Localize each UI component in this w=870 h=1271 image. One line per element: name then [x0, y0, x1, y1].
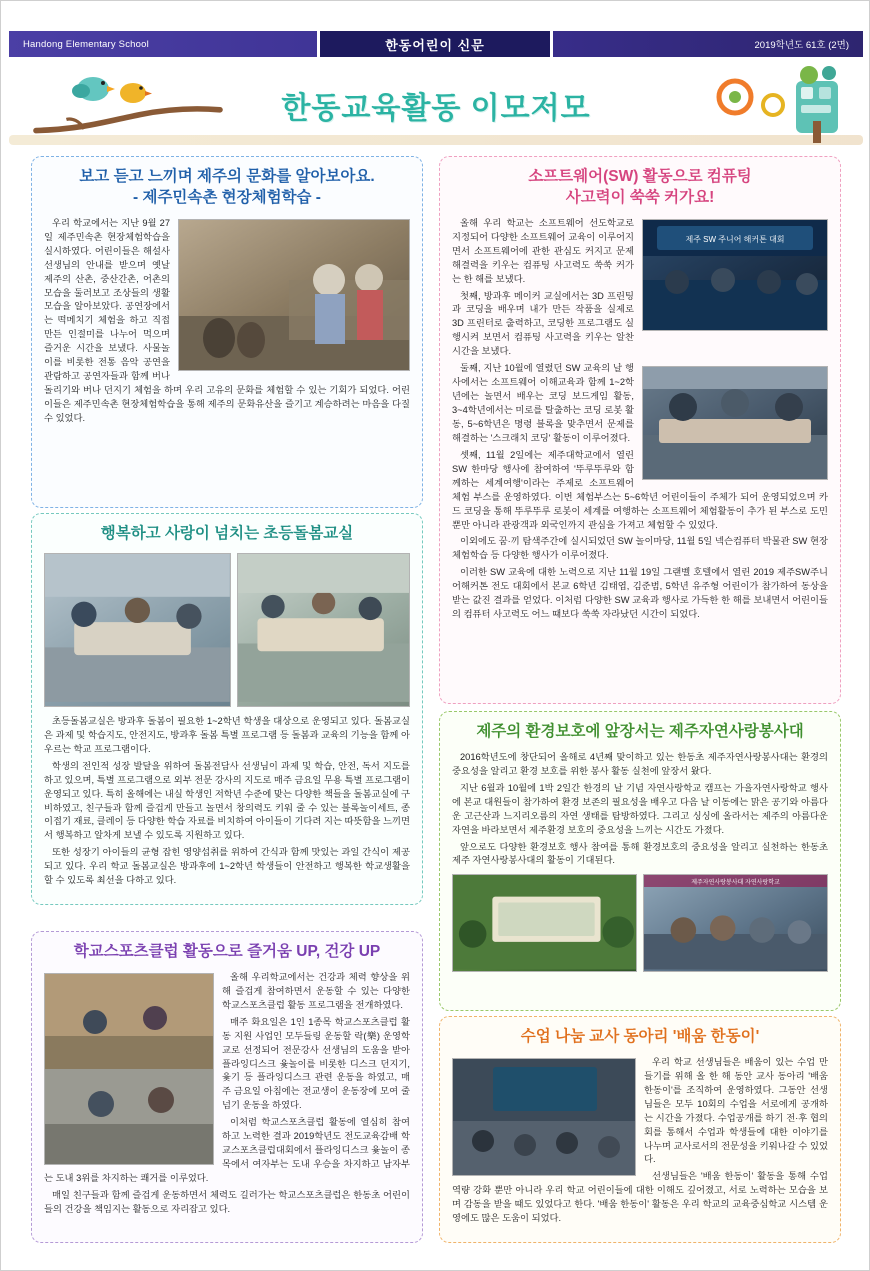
article-body [44, 715, 410, 888]
tree-decoration [701, 61, 851, 147]
paragraph: 이처럼 학교스포츠클럽 활동에 열심히 참여하고 노력한 결과 2019학년도 전도교육감배 학교스포츠클럽대회에서 플라잉디스크 윷놀이 종목에서 여자부는 도내 우승을 차지하고 남자부는 도내 3위를 차지하는 쾌거를 이루었다. [44, 1117, 410, 1184]
paragraph: 셋째, 11월 2일에는 제주대학교에서 열린 SW 한마당 행사에 참여하여 '뚜루뚜루와 함께하는 세계여행'이라는 주제로 소프트웨어 체험 부스를 운영하였다. 이번 체험부스는 5~6학년 어린이들이 주체가 되어 운영되었으며 카드 코딩을 통해 뚜루뚜루 로봇이 세계를 여행하는 소프트웨어 체험활동이 추가 된 부스로 도민뿐만 아니라 관광객과 외국인까지 관심을 가져고 체험할 수 있었다. [452, 449, 828, 530]
issue-label: 2019학년도 61호 (2면) [754, 40, 849, 51]
paragraph: 매일 친구들과 함께 즐겁게 운동하면서 체력도 길러가는 학교스포츠클럽은 한동초 어린이들의 건강을 책임지는 활동으로 자리잡고 있다. [44, 1189, 410, 1214]
article-photo [452, 874, 637, 972]
svg-text:제주 SW 주니어 해커톤 대회: 제주 SW 주니어 해커톤 대회 [685, 234, 785, 244]
article-photo [44, 973, 214, 1165]
school-name: Handong Elementary School [23, 38, 149, 50]
article-photo-2 [643, 874, 828, 972]
paragraph: 이러한 SW 교육에 대한 노력으로 지난 11월 19일 그랜벨 호텔에서 열린 2019 제주SW주니어해커톤 전도 대회에서 본교 6학년 김태엽, 김준범, 5학년 유주형 어린이가 참가하여 동상을 받는 값진 결과를 얻었다. 이처럼 다양한 SW 교육과 행사로 가득한 한 해를 보내면서 어린이들의 컴퓨터 사고력도 어느 때보다 쑥쑥 자라났던 시간이 되었다. [452, 567, 828, 620]
paragraph: 2016학년도에 창단되어 올해로 4년째 맞이하고 있는 한동초 제주자연사랑봉사대는 환경의 중요성을 알리고 환경 보호를 위한 봉사 활동 실천에 앞장서 왔다. [452, 751, 828, 776]
photo-content [643, 220, 827, 330]
article-title-line1: 소프트웨어(SW) 활동으로 컴퓨팅 [528, 168, 752, 185]
paragraph: 첫째, 방과후 메이커 교실에서는 3D 프린팅과 코딩을 배우며 내가 만든 작품을 실제로 3D 프린터로 출력하고, 코딩한 프로그램도 실행시켜 보면서 컴퓨팅 사고력을 키우는 알찬 시간을 보냈다. [452, 290, 634, 357]
article-title: 학교스포츠클럽 활동으로 즐거움 UP, 건강 UP [73, 943, 381, 960]
article-title [44, 167, 410, 209]
article-photo [452, 1058, 636, 1176]
article-jeju-folk [31, 156, 423, 508]
masthead-title: 한동어린이 신문 [385, 37, 485, 53]
photo-content [453, 1059, 635, 1175]
photo-content [179, 220, 409, 370]
article-photo-2 [642, 366, 828, 480]
photo-content [643, 367, 827, 479]
paragraph: 또한 성장기 아이들의 균형 잡힌 영양섭취를 위하여 간식과 함께 맛있는 과일 간식이 제공되고 있다. 우리 학교 돌봄교실은 방과후에 1~2학년 학생들이 안전하고 행복한 학교생활을 할 수 있도록 최선을 다하고 있다. [44, 847, 410, 886]
article-teacher-club [439, 1016, 841, 1243]
photo-content [45, 554, 230, 702]
page-title: 한동교육활동 이모저모 [281, 92, 591, 125]
paragraph: 학생의 전인적 성장 발달을 위하여 돌봄전담사 선생님이 과제 및 학습, 안전, 독서 지도를 하고 있으며, 특별 프로그램으로 외부 전문 강사의 지도로 매주 금요일 무용 특별 프로그램이 운영되고 있다. 특히 올해에는 내실 학생인 저학년 수준에 맞는 다양한 책들을 돌봄교실에 구비하였고, 친구들과 함께 즐겁게 만들고 놀면서 창의력도 키워 줄 수 있는 블록놀이세트, 종이접기 재료, 클레이 등 다양한 학습 자료를 비치하여 아이들이 기다려 지는 따뜻함을 느끼면서 행복하고 알차게 보낼 수 있도록 지원하고 있다. [44, 760, 410, 841]
article-nature-volunteer [439, 711, 841, 1011]
photo-banner: 제주자연사랑봉사대 자연사랑학교 [644, 875, 827, 887]
birds-icon [71, 67, 191, 113]
article-photo-2 [237, 553, 410, 707]
masthead [317, 31, 553, 57]
article-title: 제주의 환경보호에 앞장서는 제주자연사랑봉사대 [476, 723, 804, 740]
article-photo [178, 219, 410, 371]
paragraph: 둘째, 지난 10월에 열렸던 SW 교육의 날 행사에서는 소프트웨어 이해교육과 함께 1~2학년에는 놀면서 배우는 코딩 보드게임 활동, 3~4학년에서는 미로를 탈출하는 코딩 로봇 활동, 5~6학년은 명령 블록을 맞추면서 문제를 해결하는 '스크래치 코딩' 활동이 이루어졌다. [452, 363, 634, 443]
paragraph: 올해 우리 학교는 소프트웨어 선도학교로 지정되어 다양한 소프트웨어 교육이 이루어지면서 소프트웨어에 관한 관심도 커지고 문제해결력을 키우는 컴퓨팅 사고력도 쑥쑥 커가는 한 해를 보냈다. [452, 217, 634, 284]
paragraph: 올해 우리학교에서는 건강과 체력 향상을 위해 즐겁게 참여하면서 운동할 수 있는 다양한 학교스포츠클럽 활동 프로그램을 전개하였다. [222, 971, 410, 1010]
photo-content [238, 554, 409, 702]
paragraph: 앞으로도 다양한 환경보호 행사 참여를 통해 환경보호의 중요성을 알리고 실천하는 한동초 제주 자연사랑봉사대의 활동이 기대된다. [452, 841, 828, 866]
paragraph: 이외에도 꿈·끼 탐색주간에 실시되었던 SW 놀이마당, 11월 5일 넥슨컴퓨터 박물관 SW 현장체험학습 등 다양한 행사가 이루어졌다. [452, 536, 828, 561]
paragraph: 초등돌봄교실은 방과후 돌봄이 필요한 1~2학년 학생을 대상으로 운영되고 있다. 돌봄교실은 과제 및 학습지도, 안전지도, 방과후 돌봄 특별 프로그램 등 돌봄과 교육의 기능을 함께 아우르는 학교 프로그램이다. [44, 715, 410, 754]
article-sw-computing [439, 156, 841, 704]
article-body [452, 751, 828, 869]
article-title-line1: 보고 듣고 느끼며 제주의 문화를 알아보아요. [79, 168, 375, 185]
article-title: 수업 나눔 교사 동아리 '배움 한동이' [520, 1028, 760, 1045]
article-photo [44, 553, 231, 707]
paragraph: 선생님들은 '배움 한동이' 활동을 통해 수업 역량 강화 뿐만 아니라 우리 학교 어린이들에 대한 이해도 깊어졌고, 서로 노력하는 모습을 보며 감동을 받을 때도 있었다고 한다. '배움 한동이' 활동은 우리 학교의 교육중심학교 시스템 운영에도 많은 도움이 되었다. [452, 1171, 828, 1224]
photo-content [644, 875, 827, 969]
article-sports-club [31, 931, 423, 1243]
paragraph: 지난 6월과 10월에 1박 2일간 한경의 날 기념 자연사랑학교 캠프는 가을자연사랑학교 행사에 본교 대원들이 참가하여 환경 보존의 필요성을 배우고 다음 날 이동에는 맑은 공기와 아름다운 고근산과 느지리오름의 자연 생태를 탐방하였다. 그리고 싱싱에 올라서는 제주의 아름다운 자연을 바라보면서 제주환경 보호의 중요성을 느끼는 시간도 가졌다. [452, 782, 828, 835]
paragraph: 우리 학교 선생님들은 배움이 있는 수업 만들기를 위해 올 한 해 동안 교사 동아리 '배움 한동이'를 조직하여 운영하였다. 그동안 선생님들은 모두 10회의 수업을 서로에게 공개하는 시간을 가졌다. 수업공개를 하기 전·후 협의회를 통해서 수업과 학생들에 대한 이야기를 나누며 교사로서의 전문성을 키워나갈 수 있었다. [644, 1056, 828, 1165]
article-title: 행복하고 사랑이 넘치는 초등돌봄교실 [100, 525, 354, 542]
photo-content [453, 875, 636, 969]
article-photo [642, 219, 828, 331]
article-care-class [31, 513, 423, 905]
article-title-line2: 사고력이 쑥쑥 커가요! [565, 188, 715, 206]
article-title-line2: - 제주민속촌 현장체험학습 - [133, 188, 321, 206]
photo-content [45, 974, 213, 1164]
article-title [452, 167, 828, 209]
paragraph: 우리 학교에서는 지난 9월 27일 제주민속촌 현장체험학습을 실시하였다. 어린이들은 해설사 선생님의 안내를 받으며 옛날 제주의 산촌, 중산간촌, 어촌의 모습을 둘러보고 조상들의 생활 모습을 알아보았다. 공연장에서는 떡메치기 체험을 하고 직접 만든 인절미를 나누어 먹으며 즐거운 시간을 보냈다. 사물놀이를 비롯한 전통 음악 공연을 관람하고 공연자들과 함께 버나돌리기와 버나 던지기 체험을 하며 우리 고유의 문화를 체험할 수 있는 기회가 되었다. 어린이들은 제주민속촌 현장체험학습을 통해 제주의 문화유산을 즐기고 계승하려는 마음을 다질 수 있었다. [44, 217, 410, 423]
paragraph: 매주 화요일은 1인 1종목 학교스포츠클럽 활동 지원 사업인 모두들링 운동할 락(樂) 운영학교로 선정되어 전문강사 선생님의 도움을 받아 플라잉디스크 윷놀이를 비롯한 디스크 던지기, 윷기 등 플라잉디스크 관련 운동을 하였고, 매주 금요일 아침에는 전교생이 운동장에 모여 줄넘기 운동을 하였다. [222, 1016, 410, 1111]
